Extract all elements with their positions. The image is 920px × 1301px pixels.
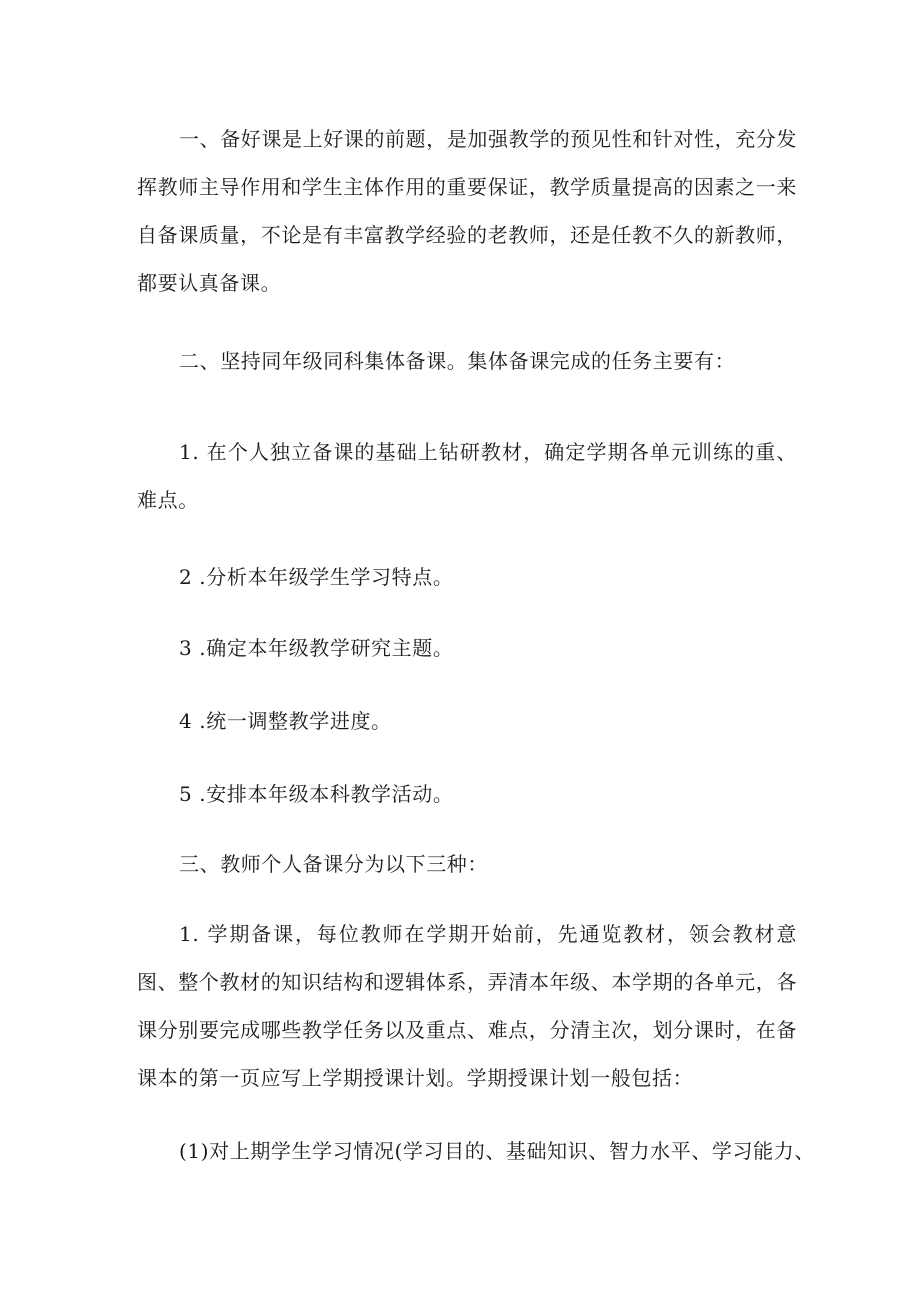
paragraph-7: 5 .安排本年级本科教学活动。 xyxy=(179,782,454,806)
paragraph-1: 一、备好课是上好课的前题，是加强教学的预见性和针对性，充分发挥教师主导作用和学生主体作用的重要保证，教学质量提高的因素之一来自备课质量，不论是有丰富教学经验的老教师，还是任教不久的新教师，都要认真备课。 xyxy=(137,127,797,295)
paragraph-6: 4 .统一调整教学进度。 xyxy=(179,709,392,733)
paragraph-3: 1. 在个人独立备课的基础上钻研教材，确定学期各单元训练的重、难点。 xyxy=(137,440,797,512)
paragraph-5: 3 .确定本年级教学研究主题。 xyxy=(179,636,454,660)
paragraph-2: 二、坚持同年级同科集体备课。集体备课完成的任务主要有： xyxy=(179,349,736,373)
paragraph-8: 三、教师个人备课分为以下三种： xyxy=(179,852,488,876)
paragraph-9: 1. 学期备课，每位教师在学期开始前，先通览教材，领会教材意图、整个教材的知识结构和逻辑体系，弄清本年级、本学期的各单元，各课分别要完成哪些教学任务以及重点、难点，分清主次，划分课时，在备课本的第一页应写上学期授课计划。学期授课计划一般包括： xyxy=(137,922,797,1090)
paragraph-4: 2 .分析本年级学生学习特点。 xyxy=(179,565,454,589)
paragraph-10: (1)对上期学生学习情况(学习目的、基础知识、智力水平、学习能力、 xyxy=(179,1139,815,1163)
